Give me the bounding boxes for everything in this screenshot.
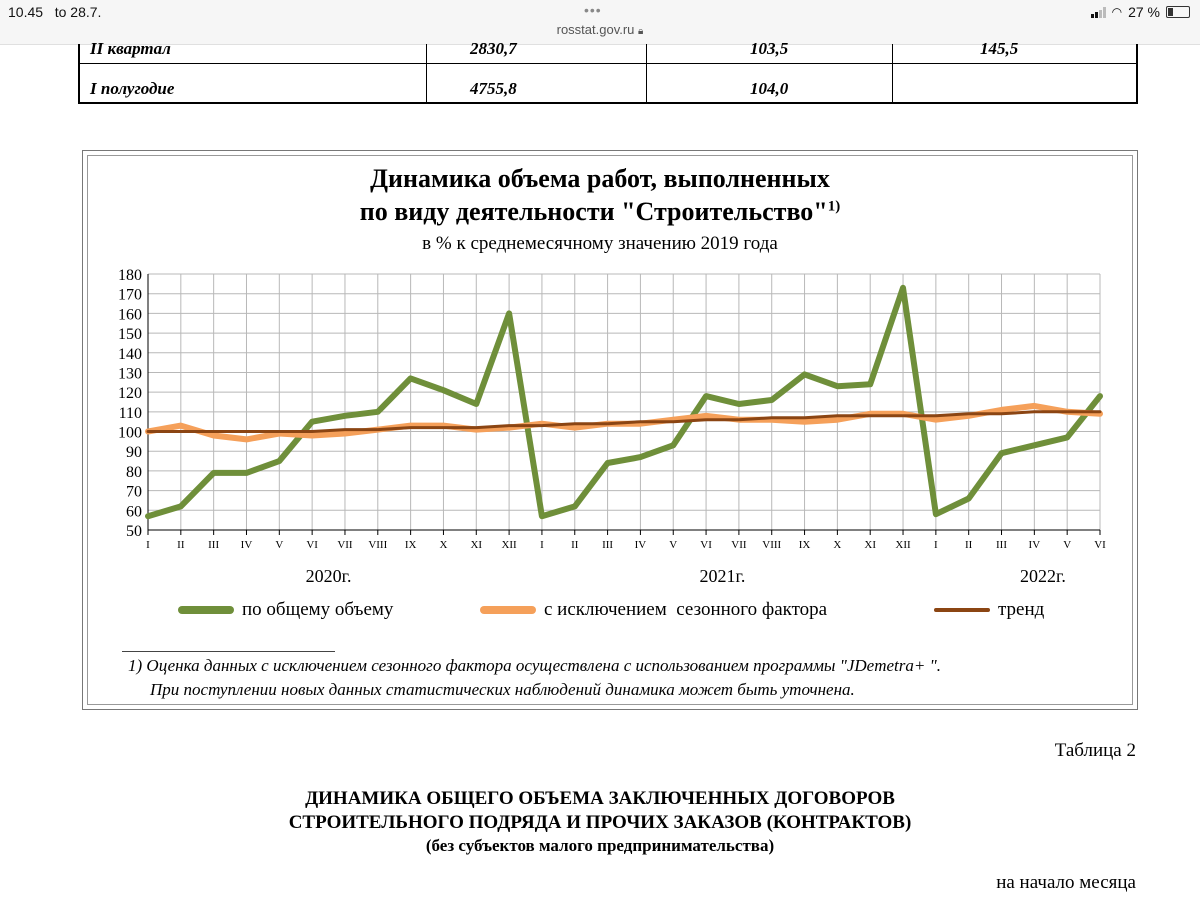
x-tick-label: III [996, 539, 1008, 551]
x-tick-label: X [833, 539, 842, 551]
y-tick-label: 100 [118, 424, 142, 442]
legend-swatch [934, 608, 990, 612]
year-label: 2022г. [1020, 566, 1066, 586]
row-percent: 103,5 [750, 39, 789, 58]
x-tick-label: I [146, 539, 150, 551]
footnote-line2: При поступлении новых данных статистических наблюдений динамика может быть уточнена. [150, 680, 855, 699]
x-tick-label: III [208, 539, 220, 551]
y-tick-label: 50 [126, 523, 142, 540]
y-tick-label: 130 [118, 365, 142, 383]
table2-title-line1: ДИНАМИКА ОБЩЕГО ОБЪЕМА ЗАКЛЮЧЕННЫХ ДОГОВОРОВ [305, 788, 895, 809]
year-label: 2021г. [699, 566, 746, 586]
x-tick-label: IX [404, 539, 417, 551]
battery-percent: 27 % [1128, 4, 1160, 20]
y-tick-label: 140 [118, 345, 142, 363]
plot-area [148, 274, 1100, 530]
row-value: 4755,8 [470, 79, 517, 98]
row-label: II квартал [90, 39, 171, 58]
table-number: Таблица 2 [1054, 740, 1136, 761]
chart-subtitle: в % к среднемесячному значению 2019 года [422, 233, 778, 254]
legend-item-total [178, 596, 393, 624]
x-tick-label: IX [798, 539, 811, 551]
wifi-icon: ◠ [1111, 5, 1123, 19]
legend-label: тренд [998, 599, 1045, 620]
y-tick-label: 110 [118, 404, 142, 422]
table2-subtitle: (без субъектов малого предпринимательства) [425, 836, 775, 855]
x-tick-label: XII [501, 539, 517, 551]
x-tick-label: XI [864, 539, 877, 551]
row-percent-2: 145,5 [980, 39, 1019, 58]
y-tick-label: 150 [118, 326, 142, 344]
x-tick-label: VIII [762, 539, 782, 551]
x-tick-label: VIII [368, 539, 388, 551]
footnote-line1: 1) Оценка данных с исключением сезонного фактора осуществлена с использованием программы "JDemetra+ ". [128, 656, 941, 675]
lock-icon: 🔒︎ [638, 26, 644, 37]
year-label: 2020г. [305, 566, 352, 586]
x-tick-label: II [571, 539, 579, 551]
legend-item-trend [934, 596, 1044, 624]
x-tick-label: II [965, 539, 973, 551]
x-tick-label: IV [1028, 539, 1041, 551]
row-value: 2830,7 [470, 39, 517, 58]
x-tick-label: I [540, 539, 544, 551]
x-tick-label: VI [1094, 539, 1106, 551]
x-tick-label: I [934, 539, 938, 551]
y-tick-label: 60 [126, 503, 142, 521]
x-tick-label: XII [895, 539, 911, 551]
legend-item-seasonal [480, 596, 827, 624]
x-tick-label: V [1063, 539, 1072, 551]
x-tick-label: IV [634, 539, 647, 551]
x-tick-label: II [177, 539, 185, 551]
x-tick-label: VI [306, 539, 318, 551]
url-text[interactable]: rosstat.gov.ru [556, 22, 635, 37]
footnote-divider [122, 651, 335, 652]
chart-title-line2: по виду деятельности "Строительство"$^{1)}$ [359, 197, 841, 226]
title-footnote-mark: 1) [827, 198, 841, 215]
x-tick-label: X [439, 539, 448, 551]
chart-title-line1: Динамика объема работ, выполненных [370, 164, 830, 193]
x-tick-label: VI [700, 539, 712, 551]
table2-title-line2: СТРОИТЕЛЬНОГО ПОДРЯДА И ПРОЧИХ ЗАКАЗОВ (КОНТРАКТОВ) [288, 812, 912, 833]
x-tick-label: XI [470, 539, 483, 551]
y-tick-label: 80 [126, 463, 142, 481]
legend-swatch [178, 606, 234, 614]
status-time: 10.45 to 28.7. [8, 4, 102, 20]
more-dots-icon[interactable]: ••• [584, 2, 602, 18]
x-tick-label: V [275, 539, 284, 551]
x-tick-label: III [602, 539, 614, 551]
y-tick-label: 170 [118, 286, 142, 304]
x-tick-label: VII [337, 539, 353, 551]
x-tick-label: VII [731, 539, 747, 551]
x-tick-label: V [669, 539, 678, 551]
table2-note: на начало месяца [996, 872, 1136, 893]
row-label: I полугодие [90, 79, 175, 98]
legend-label: с исключением сезонного фактора [544, 599, 828, 620]
y-tick-label: 70 [126, 483, 142, 501]
x-tick-label: IV [240, 539, 253, 551]
legend-label: по общему объему [242, 599, 394, 620]
y-tick-label: 90 [126, 444, 142, 462]
y-tick-label: 120 [118, 385, 142, 403]
legend-swatch [480, 606, 536, 614]
y-tick-label: 160 [118, 306, 142, 324]
row-percent: 104,0 [750, 79, 789, 98]
y-tick-label: 180 [118, 267, 142, 284]
